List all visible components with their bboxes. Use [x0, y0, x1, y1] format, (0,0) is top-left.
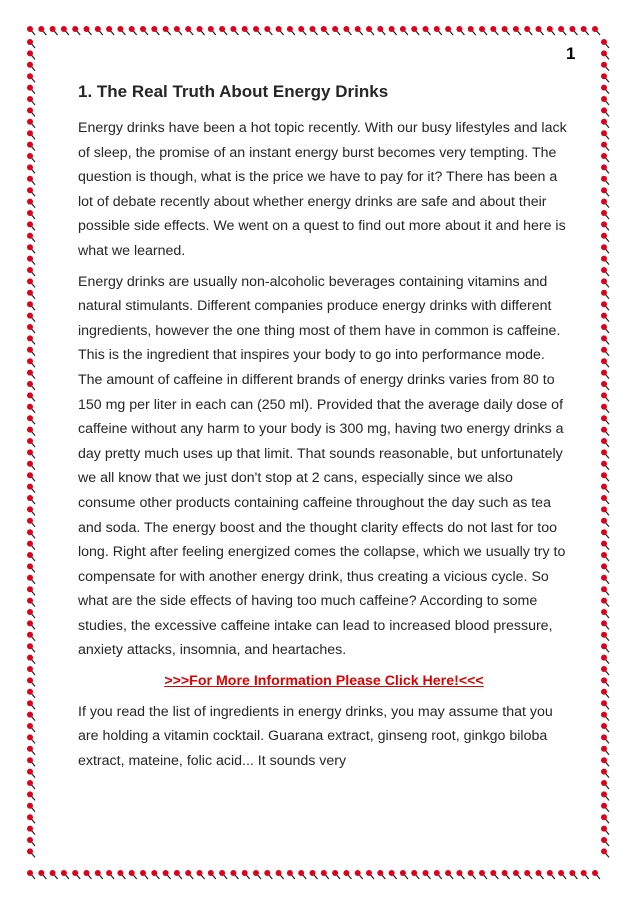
red-pin-icon [84, 870, 92, 879]
red-pin-icon [479, 870, 487, 879]
red-pin-icon [569, 870, 577, 879]
paragraph-intro: Energy drinks have been a hot topic recently. With our busy lifestyles and lack of sleep, the promise of an instant energy burst becomes very tempting. The question is though, what is the price we have to pay for it? There has been a lot of debate recently about whether energy drinks are safe and about their possible side effects. We went on a quest to find out more about it and here is what we learned. [78, 120, 567, 259]
red-pin-icon [601, 415, 609, 424]
red-pin-icon [601, 575, 609, 584]
red-pin-icon [27, 370, 35, 379]
red-pin-icon [411, 26, 419, 35]
red-pin-icon [27, 267, 35, 276]
red-pin-icon [27, 472, 35, 481]
red-pin-icon [366, 26, 374, 35]
red-pin-icon [601, 734, 609, 743]
red-pin-icon [601, 85, 609, 94]
red-pin-icon [72, 870, 80, 879]
red-pin-icon [163, 26, 171, 35]
more-information-link[interactable]: >>>For More Information Please Click Here!<<< [164, 673, 484, 690]
red-pin-icon [27, 26, 35, 35]
red-pin-icon [343, 870, 351, 879]
red-pin-icon [423, 26, 431, 35]
red-pin-icon [117, 26, 125, 35]
red-pin-icon [479, 26, 487, 35]
red-pin-icon [581, 870, 589, 879]
red-pin-icon [106, 870, 114, 879]
red-pin-icon [601, 689, 609, 698]
red-pin-icon [27, 586, 35, 595]
red-pin-icon [174, 870, 182, 879]
border-right-column [601, 39, 609, 857]
red-pin-icon [434, 870, 442, 879]
red-pin-icon [601, 142, 609, 151]
red-pin-icon [601, 290, 609, 299]
red-pin-icon [601, 803, 609, 812]
red-pin-icon [27, 96, 35, 105]
red-pin-icon [601, 791, 609, 800]
red-pin-icon [27, 734, 35, 743]
red-pin-icon [27, 73, 35, 82]
red-pin-icon [27, 712, 35, 721]
red-pin-icon [27, 130, 35, 139]
red-pin-icon [27, 814, 35, 823]
border-bottom-row [27, 870, 600, 879]
red-pin-icon [27, 256, 35, 265]
red-pin-icon [601, 461, 609, 470]
red-pin-icon [601, 267, 609, 276]
red-pin-icon [547, 870, 555, 879]
section-heading: 1. The Real Truth About Energy Drinks [78, 82, 389, 101]
red-pin-icon [601, 780, 609, 789]
red-pin-icon [468, 26, 476, 35]
red-pin-icon [601, 449, 609, 458]
red-pin-icon [27, 438, 35, 447]
red-pin-icon [321, 26, 329, 35]
red-pin-icon [27, 85, 35, 94]
red-pin-icon [129, 26, 137, 35]
red-pin-icon [27, 791, 35, 800]
red-pin-icon [27, 461, 35, 470]
red-pin-icon [38, 26, 46, 35]
red-pin-icon [601, 541, 609, 550]
red-pin-icon [601, 427, 609, 436]
red-pin-icon [27, 780, 35, 789]
red-pin-icon [27, 449, 35, 458]
red-pin-icon [27, 655, 35, 664]
red-pin-icon [445, 26, 453, 35]
red-pin-icon [601, 529, 609, 538]
red-pin-icon [601, 176, 609, 185]
red-pin-icon [601, 39, 609, 48]
red-pin-icon [208, 870, 216, 879]
red-pin-icon [524, 870, 532, 879]
red-pin-icon [601, 50, 609, 59]
red-pin-icon [197, 870, 205, 879]
red-pin-icon [490, 26, 498, 35]
red-pin-icon [434, 26, 442, 35]
red-pin-icon [592, 870, 600, 879]
red-pin-icon [27, 723, 35, 732]
red-pin-icon [601, 700, 609, 709]
red-pin-icon [27, 689, 35, 698]
red-pin-icon [27, 233, 35, 242]
red-pin-icon [27, 495, 35, 504]
red-pin-icon [197, 26, 205, 35]
red-pin-icon [601, 187, 609, 196]
red-pin-icon [27, 164, 35, 173]
red-pin-icon [27, 381, 35, 390]
red-pin-icon [592, 26, 600, 35]
red-pin-icon [601, 746, 609, 755]
red-pin-icon [276, 870, 284, 879]
red-pin-icon [27, 347, 35, 356]
red-pin-icon [558, 870, 566, 879]
red-pin-icon [601, 335, 609, 344]
border-left-column [27, 39, 35, 857]
red-pin-icon [219, 26, 227, 35]
red-pin-icon [27, 324, 35, 333]
red-pin-icon [163, 870, 171, 879]
red-pin-icon [601, 677, 609, 686]
red-pin-icon [219, 870, 227, 879]
red-pin-icon [468, 870, 476, 879]
red-pin-icon [558, 26, 566, 35]
red-pin-icon [264, 870, 272, 879]
red-pin-icon [84, 26, 92, 35]
red-pin-icon [513, 870, 521, 879]
red-pin-icon [601, 712, 609, 721]
red-pin-icon [27, 404, 35, 413]
red-pin-icon [601, 438, 609, 447]
red-pin-icon [27, 837, 35, 846]
red-pin-icon [27, 552, 35, 561]
red-pin-icon [601, 666, 609, 675]
red-pin-icon [27, 700, 35, 709]
red-pin-icon [377, 26, 385, 35]
red-pin-icon [27, 826, 35, 835]
red-pin-icon [601, 324, 609, 333]
red-pin-icon [27, 746, 35, 755]
red-pin-icon [601, 233, 609, 242]
red-pin-icon [151, 870, 159, 879]
red-pin-icon [490, 870, 498, 879]
red-pin-icon [581, 26, 589, 35]
red-pin-icon [536, 26, 544, 35]
red-pin-icon [27, 221, 35, 230]
red-pin-icon [601, 655, 609, 664]
red-pin-icon [601, 221, 609, 230]
red-pin-icon [27, 301, 35, 310]
red-pin-icon [601, 484, 609, 493]
red-pin-icon [400, 870, 408, 879]
red-pin-icon [50, 26, 58, 35]
red-pin-icon [601, 563, 609, 572]
red-pin-icon [601, 381, 609, 390]
red-pin-icon [456, 870, 464, 879]
red-pin-icon [601, 814, 609, 823]
red-pin-icon [27, 632, 35, 641]
red-pin-icon [411, 870, 419, 879]
red-pin-icon [27, 278, 35, 287]
red-pin-icon [27, 119, 35, 128]
red-pin-icon [95, 870, 103, 879]
red-pin-icon [27, 199, 35, 208]
red-pin-icon [389, 870, 397, 879]
red-pin-icon [27, 176, 35, 185]
red-pin-icon [27, 643, 35, 652]
red-pin-icon [27, 598, 35, 607]
red-pin-icon [27, 358, 35, 367]
red-pin-icon [27, 563, 35, 572]
red-pin-icon [276, 26, 284, 35]
red-pin-icon [27, 677, 35, 686]
red-pin-icon [27, 620, 35, 629]
red-pin-icon [601, 837, 609, 846]
red-pin-icon [27, 803, 35, 812]
red-pin-icon [355, 870, 363, 879]
red-pin-icon [366, 870, 374, 879]
red-pin-icon [298, 26, 306, 35]
red-pin-icon [601, 210, 609, 219]
red-pin-icon [423, 870, 431, 879]
red-pin-icon [27, 392, 35, 401]
red-pin-icon [601, 62, 609, 71]
red-pin-icon [174, 26, 182, 35]
red-pin-icon [601, 506, 609, 515]
red-pin-icon [253, 870, 261, 879]
red-pin-icon [601, 96, 609, 105]
red-pin-icon [27, 769, 35, 778]
red-pin-icon [106, 26, 114, 35]
red-pin-icon [27, 153, 35, 162]
more-info-link-row [78, 669, 570, 694]
red-pin-icon [129, 870, 137, 879]
red-pin-icon [140, 870, 148, 879]
red-pin-icon [601, 632, 609, 641]
red-pin-icon [601, 153, 609, 162]
red-pin-icon [377, 870, 385, 879]
red-pin-icon [601, 244, 609, 253]
red-pin-icon [601, 199, 609, 208]
red-pin-icon [208, 26, 216, 35]
red-pin-icon [27, 518, 35, 527]
red-pin-icon [185, 870, 193, 879]
red-pin-icon [601, 643, 609, 652]
red-pin-icon [601, 301, 609, 310]
red-pin-icon [601, 757, 609, 766]
document-body [78, 80, 570, 779]
red-pin-icon [27, 62, 35, 71]
red-pin-icon [601, 723, 609, 732]
red-pin-icon [601, 826, 609, 835]
red-pin-icon [601, 278, 609, 287]
red-pin-icon [287, 26, 295, 35]
red-pin-icon [310, 870, 318, 879]
red-pin-icon [61, 26, 69, 35]
red-pin-icon [601, 347, 609, 356]
red-pin-icon [230, 26, 238, 35]
red-pin-icon [601, 609, 609, 618]
red-pin-icon [27, 529, 35, 538]
red-pin-icon [456, 26, 464, 35]
red-pin-icon [27, 244, 35, 253]
red-pin-icon [27, 290, 35, 299]
red-pin-icon [343, 26, 351, 35]
red-pin-icon [601, 848, 609, 857]
red-pin-icon [27, 187, 35, 196]
red-pin-icon [27, 39, 35, 48]
red-pin-icon [27, 666, 35, 675]
red-pin-icon [601, 256, 609, 265]
red-pin-icon [502, 26, 510, 35]
red-pin-icon [27, 484, 35, 493]
border-top-row [27, 26, 600, 35]
red-pin-icon [601, 472, 609, 481]
red-pin-icon [601, 107, 609, 116]
red-pin-icon [601, 518, 609, 527]
red-pin-icon [27, 142, 35, 151]
red-pin-icon [264, 26, 272, 35]
red-pin-icon [298, 870, 306, 879]
red-pin-icon [310, 26, 318, 35]
red-pin-icon [536, 870, 544, 879]
red-pin-icon [601, 313, 609, 322]
red-pin-icon [27, 757, 35, 766]
red-pin-icon [242, 870, 250, 879]
red-pin-icon [601, 586, 609, 595]
red-pin-icon [72, 26, 80, 35]
red-pin-icon [569, 26, 577, 35]
red-pin-icon [27, 506, 35, 515]
red-pin-icon [27, 50, 35, 59]
red-pin-icon [601, 130, 609, 139]
red-pin-icon [27, 575, 35, 584]
red-pin-icon [27, 210, 35, 219]
red-pin-icon [601, 358, 609, 367]
red-pin-icon [332, 870, 340, 879]
red-pin-icon [513, 26, 521, 35]
red-pin-icon [601, 164, 609, 173]
red-pin-icon [287, 870, 295, 879]
red-pin-icon [151, 26, 159, 35]
red-pin-icon [321, 870, 329, 879]
red-pin-icon [27, 427, 35, 436]
red-pin-icon [601, 620, 609, 629]
red-pin-icon [601, 598, 609, 607]
page-number: 1 [566, 44, 576, 63]
red-pin-icon [27, 415, 35, 424]
red-pin-icon [185, 26, 193, 35]
red-pin-icon [601, 495, 609, 504]
paragraph-caffeine: Energy drinks are usually non-alcoholic beverages containing vitamins and natural stimulants. Different companies produce energy drinks with different ingredients, however the one thing most of them have in common is caffeine. This is the ingredient that inspires your body to go into performance mode. The amount of caffeine in different brands of energy drinks varies from 80 to 150 mg per liter in each can (250 ml). Provided that the average daily dose of caffeine without any harm to your body is 300 mg, having two energy drinks a day pretty much uses up that limit. That sounds reasonable, but unfortunately we all know that we just don't stop at 2 cans, especially since we also consume other products containing caffeine throughout the day such as tea and soda. The energy boost and the thought clarity effects do not last for too long. Right after feeling energized comes the collapse, which we usually try to compensate for with another energy drink, thus creating a vicious cycle. So what are the side effects of having too much caffeine? According to some studies, the excessive caffeine intake can lead to increased blood pressure, anxiety attacks, insomnia, and heartaches. [78, 273, 566, 659]
red-pin-icon [230, 870, 238, 879]
red-pin-icon [445, 870, 453, 879]
red-pin-icon [117, 870, 125, 879]
red-pin-icon [27, 313, 35, 322]
red-pin-icon [27, 609, 35, 618]
red-pin-icon [38, 870, 46, 879]
red-pin-icon [95, 26, 103, 35]
red-pin-icon [332, 26, 340, 35]
red-pin-icon [61, 870, 69, 879]
paragraph-ingredients: If you read the list of ingredients in energy drinks, you may assume that you are holding a vitamin cocktail. Guarana extract, ginseng root, ginkgo biloba extract, mateine, folic acid... It sounds very [78, 703, 553, 769]
red-pin-icon [547, 26, 555, 35]
red-pin-icon [242, 26, 250, 35]
red-pin-icon [524, 26, 532, 35]
red-pin-icon [27, 870, 35, 879]
red-pin-icon [27, 541, 35, 550]
red-pin-icon [601, 769, 609, 778]
red-pin-icon [601, 370, 609, 379]
red-pin-icon [50, 870, 58, 879]
red-pin-icon [601, 119, 609, 128]
red-pin-icon [601, 392, 609, 401]
red-pin-icon [27, 335, 35, 344]
red-pin-icon [355, 26, 363, 35]
red-pin-icon [389, 26, 397, 35]
red-pin-icon [27, 848, 35, 857]
red-pin-icon [400, 26, 408, 35]
red-pin-icon [27, 107, 35, 116]
red-pin-icon [253, 26, 261, 35]
red-pin-icon [601, 404, 609, 413]
red-pin-icon [502, 870, 510, 879]
red-pin-icon [601, 552, 609, 561]
red-pin-icon [140, 26, 148, 35]
red-pin-icon [601, 73, 609, 82]
